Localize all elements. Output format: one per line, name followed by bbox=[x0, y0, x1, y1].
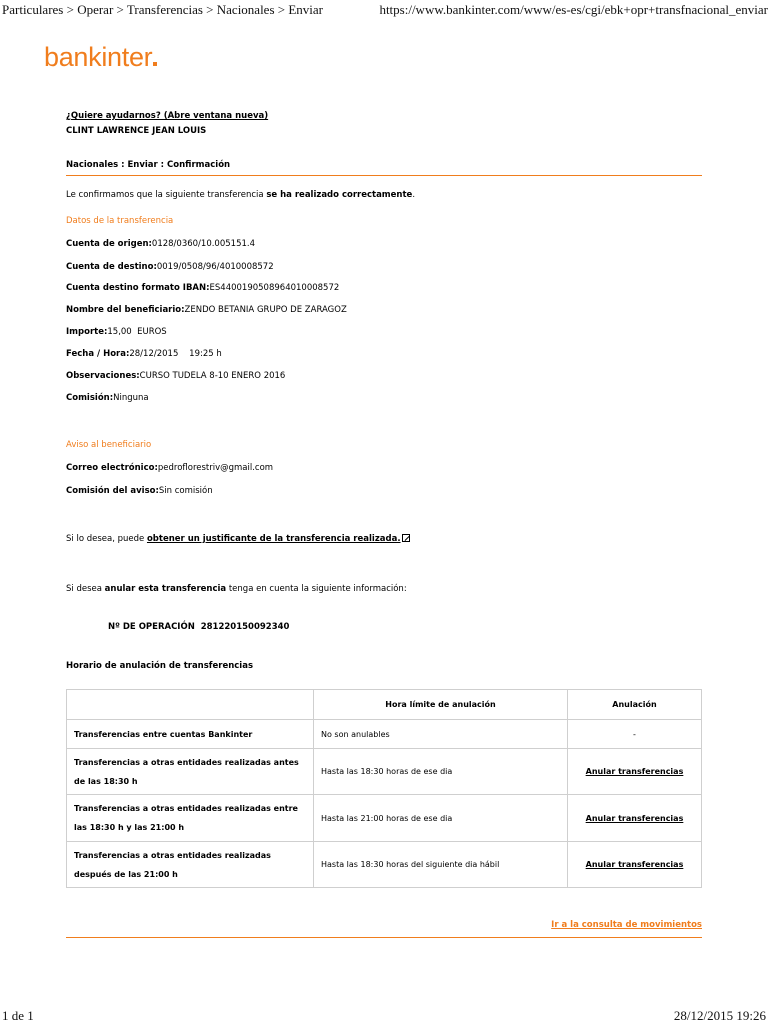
action-cell bbox=[568, 749, 701, 794]
cancel-suffix: tenga en cuenta la siguiente información: bbox=[226, 584, 407, 594]
print-footer bbox=[0, 1008, 768, 1024]
title-divider bbox=[66, 175, 702, 176]
logo-dot-icon bbox=[153, 62, 157, 66]
field-label: Cuenta de origen: bbox=[66, 239, 152, 249]
field-value: ZENDO BETANIA GRUPO DE ZARAGOZ bbox=[184, 305, 347, 315]
receipt-line bbox=[66, 534, 410, 544]
transfer-type-cell: Transferencias entre cuentas Bankinter bbox=[67, 720, 314, 748]
field-origin-account bbox=[66, 239, 255, 249]
field-beneficiary-name bbox=[66, 305, 347, 315]
field-email bbox=[66, 463, 273, 473]
print-datetime: 28/12/2015 19:26 bbox=[673, 1008, 766, 1023]
receipt-prefix: Si lo desea, puede bbox=[66, 534, 147, 544]
table-header-cell: Anulación bbox=[612, 700, 657, 709]
transfer-type-cell: Transferencias a otras entidades realizadas antes de las 18:30 h bbox=[67, 749, 314, 794]
movements-link[interactable]: Ir a la consulta de movimientos bbox=[551, 920, 702, 930]
transfer-type-cell: Transferencias a otras entidades realizadas entre las 18:30 h y las 21:00 h bbox=[67, 795, 314, 841]
limit-time-cell: Hasta las 18:30 horas de ese dia bbox=[314, 749, 568, 794]
print-page-number: 1 de 1 bbox=[2, 1008, 34, 1023]
confirmation-emphasis: se ha realizado correctamente bbox=[266, 190, 413, 200]
field-label: Comisión del aviso: bbox=[66, 486, 159, 496]
table-header-cell: Hora límite de anulación bbox=[314, 690, 568, 719]
field-value: 0128/0360/10.005151.4 bbox=[151, 239, 255, 249]
field-value: Sin comisión bbox=[158, 486, 213, 496]
action-cell: - bbox=[633, 729, 636, 739]
cancel-transfer-link[interactable]: Anular transferencias bbox=[585, 860, 684, 869]
field-remarks bbox=[66, 371, 285, 381]
field-label: Cuenta de destino: bbox=[66, 262, 157, 272]
action-cell bbox=[568, 795, 701, 841]
field-value: CURSO TUDELA 8-10 ENERO 2016 bbox=[139, 371, 286, 381]
bankinter-logo[interactable] bbox=[44, 42, 157, 73]
field-datetime bbox=[66, 349, 222, 359]
field-value: 28/12/2015 19:25 h bbox=[129, 349, 222, 359]
print-header bbox=[0, 0, 768, 20]
print-breadcrumb: Particulares > Operar > Transferencias > Nacionales > Enviar bbox=[2, 2, 323, 17]
schedule-title: Horario de anulación de transferencias bbox=[66, 661, 254, 671]
table-row bbox=[67, 795, 701, 842]
field-commission bbox=[66, 393, 149, 403]
confirmation-message bbox=[66, 190, 415, 200]
cancel-transfer-link[interactable]: Anular transferencias bbox=[585, 813, 684, 823]
table-header-row bbox=[67, 690, 701, 720]
field-value: 15,00 EUROS bbox=[107, 327, 167, 337]
bottom-divider bbox=[66, 937, 702, 938]
field-value: ES4400190508964010008572 bbox=[209, 283, 340, 293]
limit-time-cell: Hasta las 18:30 horas del siguiente dia hábil bbox=[314, 842, 568, 887]
field-label: Comisión: bbox=[66, 393, 114, 403]
confirmation-suffix: . bbox=[412, 190, 416, 200]
field-value: 0019/0508/96/4010008572 bbox=[156, 262, 274, 272]
user-name: CLINT LAWRENCE JEAN LOUIS bbox=[66, 126, 207, 136]
action-cell bbox=[568, 842, 701, 887]
field-destination-account bbox=[66, 262, 274, 272]
transfer-section-heading: Datos de la transferencia bbox=[66, 216, 174, 226]
table-row bbox=[67, 842, 701, 887]
field-label: Cuenta destino formato IBAN: bbox=[66, 283, 210, 293]
field-label: Nombre del beneficiario: bbox=[66, 305, 185, 315]
cancel-emphasis: anular esta transferencia bbox=[104, 584, 227, 594]
cancel-prefix: Si desea bbox=[66, 584, 105, 594]
table-header-cell bbox=[67, 690, 314, 719]
field-label: Correo electrónico: bbox=[66, 463, 158, 473]
cancellation-schedule-table bbox=[66, 689, 702, 888]
field-iban bbox=[66, 283, 339, 293]
external-link-icon[interactable] bbox=[402, 534, 410, 542]
logo-text: bankinter bbox=[44, 42, 153, 72]
table-row bbox=[67, 749, 701, 795]
beneficiary-section-heading: Aviso al beneficiario bbox=[66, 440, 152, 450]
cancel-transfer-link[interactable]: Anular transferencias bbox=[585, 767, 684, 776]
transfer-type-cell: Transferencias a otras entidades realizadas después de las 21:00 h bbox=[67, 842, 314, 887]
confirmation-prefix: Le confirmamos que la siguiente transferencia bbox=[66, 190, 267, 200]
limit-time-cell: Hasta las 21:00 horas de ese dia bbox=[314, 795, 568, 841]
receipt-link[interactable]: obtener un justificante de la transferencia realizada. bbox=[146, 534, 401, 544]
field-label: Fecha / Hora: bbox=[66, 349, 130, 359]
help-link[interactable]: ¿Quiere ayudarnos? (Abre ventana nueva) bbox=[66, 111, 269, 121]
page-title: Nacionales : Enviar : Confirmación bbox=[66, 160, 231, 170]
operation-number: Nº DE OPERACIÓN 281220150092340 bbox=[108, 622, 290, 632]
field-value: Ninguna bbox=[113, 393, 149, 403]
field-value: pedroflorestriv@gmail.com bbox=[157, 463, 274, 473]
field-label: Observaciones: bbox=[66, 371, 140, 381]
limit-time-cell: No son anulables bbox=[314, 720, 568, 748]
field-amount bbox=[66, 327, 167, 337]
field-notice-commission bbox=[66, 486, 213, 496]
table-row bbox=[67, 720, 701, 749]
cancel-info bbox=[66, 584, 407, 594]
field-label: Importe: bbox=[66, 327, 108, 337]
print-url: https://www.bankinter.com/www/es-es/cgi/ebk+opr+transfnacional_enviar bbox=[379, 2, 768, 17]
